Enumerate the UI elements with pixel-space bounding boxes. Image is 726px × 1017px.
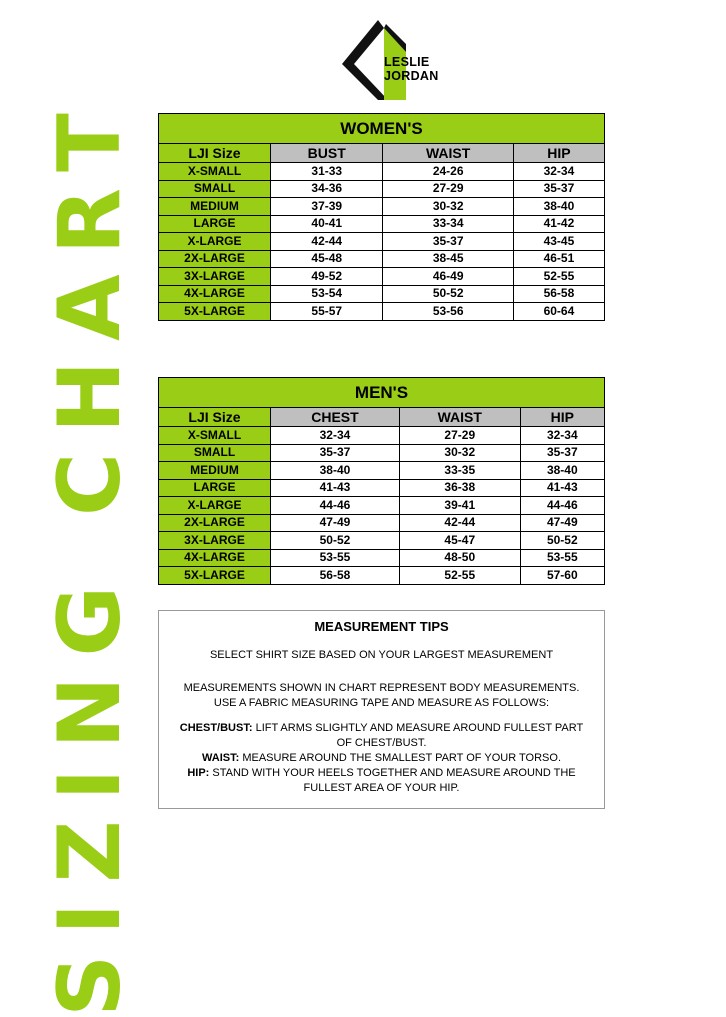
measure-cell: 47-49 <box>520 514 604 532</box>
mens-table-body <box>159 427 605 585</box>
measure-cell: 38-40 <box>513 198 604 216</box>
measure-cell: 48-50 <box>399 549 520 567</box>
size-cell: 3X-LARGE <box>159 532 271 550</box>
measure-cell: 38-40 <box>520 462 604 480</box>
womens-header-bust: BUST <box>271 144 383 163</box>
brand-line1: LESLIE <box>384 55 430 69</box>
measure-cell: 32-34 <box>520 427 604 445</box>
mens-header-chest: CHEST <box>271 408 400 427</box>
measure-cell: 41-43 <box>271 479 400 497</box>
measure-cell: 30-32 <box>383 198 513 216</box>
measure-cell: 55-57 <box>271 303 383 321</box>
womens-header-waist: WAIST <box>383 144 513 163</box>
measure-cell: 33-34 <box>383 215 513 233</box>
measure-cell: 35-37 <box>513 180 604 198</box>
size-cell: X-SMALL <box>159 163 271 181</box>
size-cell: SMALL <box>159 444 271 462</box>
measure-cell: 53-54 <box>271 285 383 303</box>
measure-cell: 50-52 <box>383 285 513 303</box>
table-row <box>159 514 605 532</box>
measure-cell: 52-55 <box>399 567 520 585</box>
measure-cell: 44-46 <box>520 497 604 515</box>
measure-cell: 32-34 <box>513 163 604 181</box>
measure-cell: 38-40 <box>271 462 400 480</box>
measure-cell: 56-58 <box>271 567 400 585</box>
tips-chest-label: CHEST/BUST: <box>179 722 253 734</box>
womens-size-table <box>158 113 605 321</box>
measure-cell: 53-56 <box>383 303 513 321</box>
size-cell: MEDIUM <box>159 198 271 216</box>
tips-waist-label: WAIST: <box>201 752 240 764</box>
measure-cell: 39-41 <box>399 497 520 515</box>
size-cell: MEDIUM <box>159 462 271 480</box>
measure-cell: 57-60 <box>520 567 604 585</box>
tips-waist-text: MEASURE AROUND THE SMALLEST PART OF YOUR TORSO. <box>239 752 561 764</box>
table-row <box>159 250 605 268</box>
side-title-area <box>30 93 150 1017</box>
table-row <box>159 479 605 497</box>
measure-cell: 46-49 <box>383 268 513 286</box>
size-cell: X-LARGE <box>159 497 271 515</box>
tips-measurements-text: MEASUREMENTS SHOWN IN CHART REPRESENT BODY MEASUREMENTS. USE A FABRIC MEASURING TAPE AND MEASURE AS FOLLOWS: <box>183 682 580 709</box>
measure-cell: 41-43 <box>520 479 604 497</box>
measure-cell: 42-44 <box>399 514 520 532</box>
measure-cell: 31-33 <box>271 163 383 181</box>
measure-cell: 53-55 <box>271 549 400 567</box>
mens-title: MEN'S <box>159 378 605 408</box>
tips-hip <box>159 766 604 796</box>
table-row <box>159 444 605 462</box>
size-cell: 4X-LARGE <box>159 549 271 567</box>
side-title: SIZING CHART <box>40 93 140 1017</box>
size-cell: LARGE <box>159 215 271 233</box>
tips-hip-label: HIP: <box>187 767 210 779</box>
table-row <box>159 163 605 181</box>
measure-cell: 53-55 <box>520 549 604 567</box>
table-row <box>159 303 605 321</box>
table-row <box>159 233 605 251</box>
measure-cell: 33-35 <box>399 462 520 480</box>
measure-cell: 37-39 <box>271 198 383 216</box>
tips-title: MEASUREMENT TIPS <box>314 619 449 634</box>
size-cell: 5X-LARGE <box>159 567 271 585</box>
table-row <box>159 567 605 585</box>
measure-cell: 24-26 <box>383 163 513 181</box>
size-cell: 2X-LARGE <box>159 514 271 532</box>
table-row <box>159 532 605 550</box>
tips-waist <box>159 751 604 766</box>
size-cell: SMALL <box>159 180 271 198</box>
table-row <box>159 497 605 515</box>
measure-cell: 52-55 <box>513 268 604 286</box>
table-row <box>159 427 605 445</box>
table-row <box>159 549 605 567</box>
table-row <box>159 215 605 233</box>
tips-chest-text: LIFT ARMS SLIGHTLY AND MEASURE AROUND FULLEST PART OF CHEST/BUST. <box>252 722 584 749</box>
measure-cell: 38-45 <box>383 250 513 268</box>
measure-cell: 35-37 <box>520 444 604 462</box>
measure-cell: 36-38 <box>399 479 520 497</box>
measurement-tips-box <box>158 610 605 809</box>
measure-cell: 44-46 <box>271 497 400 515</box>
measure-cell: 47-49 <box>271 514 400 532</box>
measure-cell: 50-52 <box>520 532 604 550</box>
brand-line2: JORDAN <box>384 69 439 83</box>
mens-header-hip: HIP <box>520 408 604 427</box>
table-row <box>159 462 605 480</box>
mens-header-waist: WAIST <box>399 408 520 427</box>
womens-header-hip: HIP <box>513 144 604 163</box>
measure-cell: 40-41 <box>271 215 383 233</box>
table-row <box>159 180 605 198</box>
tips-hip-text: STAND WITH YOUR HEELS TOGETHER AND MEASURE AROUND THE FULLEST AREA OF YOUR HIP. <box>209 767 576 794</box>
measure-cell: 50-52 <box>271 532 400 550</box>
brand-logo-text <box>384 55 439 83</box>
measure-cell: 46-51 <box>513 250 604 268</box>
measure-cell: 49-52 <box>271 268 383 286</box>
mens-header-size: LJI Size <box>159 408 271 427</box>
womens-title: WOMEN'S <box>159 114 605 144</box>
mens-size-table <box>158 377 605 585</box>
size-cell: LARGE <box>159 479 271 497</box>
measure-cell: 42-44 <box>271 233 383 251</box>
tips-chest <box>159 721 604 751</box>
size-cell: 3X-LARGE <box>159 268 271 286</box>
size-cell: 2X-LARGE <box>159 250 271 268</box>
measure-cell: 60-64 <box>513 303 604 321</box>
measure-cell: 56-58 <box>513 285 604 303</box>
table-row <box>159 268 605 286</box>
measure-cell: 45-48 <box>271 250 383 268</box>
tips-select-text: SELECT SHIRT SIZE BASED ON YOUR LARGEST MEASUREMENT <box>209 649 554 661</box>
table-row <box>159 285 605 303</box>
size-cell: X-SMALL <box>159 427 271 445</box>
measure-cell: 30-32 <box>399 444 520 462</box>
measure-cell: 32-34 <box>271 427 400 445</box>
size-cell: X-LARGE <box>159 233 271 251</box>
measure-cell: 45-47 <box>399 532 520 550</box>
measure-cell: 27-29 <box>399 427 520 445</box>
measure-cell: 43-45 <box>513 233 604 251</box>
womens-header-size: LJI Size <box>159 144 271 163</box>
womens-table-body <box>159 163 605 321</box>
size-cell: 5X-LARGE <box>159 303 271 321</box>
measure-cell: 27-29 <box>383 180 513 198</box>
measure-cell: 35-37 <box>271 444 400 462</box>
measure-cell: 34-36 <box>271 180 383 198</box>
measure-cell: 35-37 <box>383 233 513 251</box>
size-cell: 4X-LARGE <box>159 285 271 303</box>
measure-cell: 41-42 <box>513 215 604 233</box>
table-row <box>159 198 605 216</box>
